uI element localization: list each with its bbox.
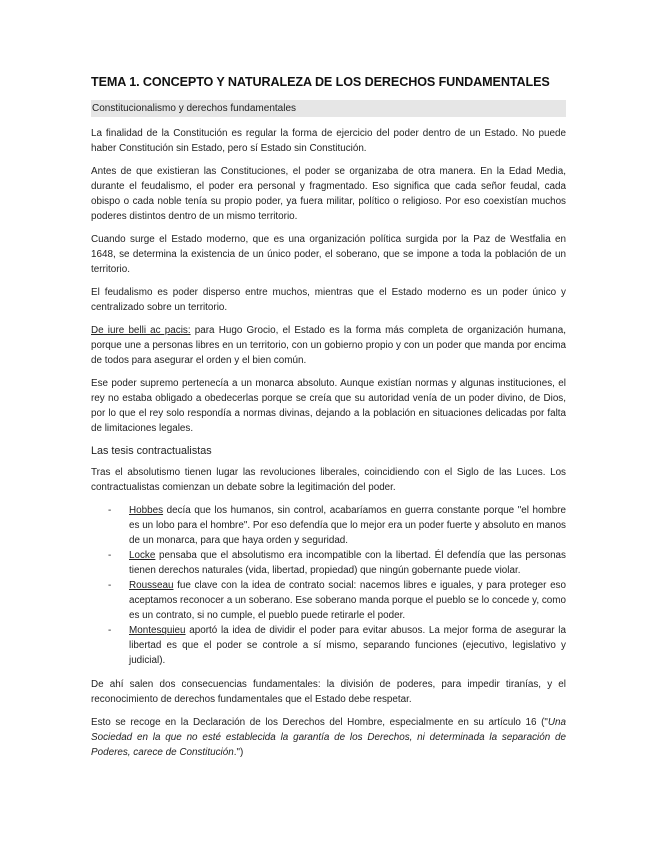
author-name: Hobbes bbox=[129, 505, 164, 516]
list-item bbox=[108, 548, 566, 578]
subheading-contractualistas: Las tesis contractualistas bbox=[91, 445, 212, 457]
author-name: Locke bbox=[129, 550, 156, 561]
article-16-quote: Una Sociedad en la que no esté establecida la garantía de los Derechos, ni determinada la separación de Poderes, carece de Constitución bbox=[91, 717, 566, 758]
paragraph-4: El feudalismo es poder disperso entre muchos, mientras que el Estado moderno es un poder único y centralizado sobre un territorio. bbox=[91, 287, 566, 313]
author-text: aportó la idea de dividir el poder para evitar abusos. La mejor forma de asegurar la libertad es que el poder se controle a sí mismo, separando funciones (ejecutivo, legislativo y judicial). bbox=[129, 625, 566, 666]
author-name: Rousseau bbox=[129, 580, 174, 591]
paragraph-9-end: .") bbox=[233, 747, 244, 758]
paragraph-5-text: para Hugo Grocio, el Estado es la forma más completa de organización humana, porque une a personas libres en un territorio, con un gobierno propio y con un poder que manda por encima de todos para asegurar el orden y el bien común. bbox=[91, 325, 566, 366]
list-item bbox=[108, 578, 566, 623]
paragraph-2: Antes de que existieran las Constituciones, el poder se organizaba de otra manera. En la Edad Media, durante el feudalismo, el poder era personal y fragmentado. Eso significa que cada señor feudal, cada obispo o cada noble tenía su propio poder, ya fuera militar, político o religioso. Por eso coexistían muchos poderes distintos dentro de un mismo territorio. bbox=[91, 166, 566, 222]
dash-bullet: - bbox=[108, 625, 112, 636]
section-heading: Constitucionalismo y derechos fundamentales bbox=[91, 100, 566, 117]
paragraph-8: De ahí salen dos consecuencias fundamentales: la división de poderes, para impedir tiranías, y el reconocimiento de derechos fundamentales que el Estado debe respetar. bbox=[91, 679, 566, 705]
author-text: decía que los humanos, sin control, acabaríamos en guerra constante porque "el hombre es un lobo para el hombre". Por eso defendía que lo mejor era un poder fuerte y absoluto en manos de un monarca, para que haya orden y seguridad. bbox=[129, 505, 566, 546]
paragraph-1: La finalidad de la Constitución es regular la forma de ejercicio del poder dentro de un Estado. No puede haber Constitución sin Estado, pero sí Estado sin Constitución. bbox=[91, 128, 566, 154]
paragraph-6: Ese poder supremo pertenecía a un monarca absoluto. Aunque existían normas y algunas instituciones, el rey no estaba obligado a obedecerlas porque se creía que su autoridad venía de un poder divino, de Dios, por lo que el rey solo respondía a normas divinas, dejando a la población en situaciones delicadas por falta de limitaciones legales. bbox=[91, 378, 566, 434]
paragraph-9 bbox=[91, 715, 566, 760]
paragraph-5 bbox=[91, 323, 566, 368]
grocio-work-title: De iure belli ac pacis: bbox=[91, 325, 191, 336]
document-page bbox=[91, 74, 566, 768]
dash-bullet: - bbox=[108, 550, 112, 561]
paragraph-9-start: Esto se recoge en la Declaración de los Derechos del Hombre, especialmente en su artículo 16 (" bbox=[91, 717, 548, 728]
dash-bullet: - bbox=[108, 505, 112, 516]
document-title: TEMA 1. CONCEPTO Y NATURALEZA DE LOS DERECHOS FUNDAMENTALES bbox=[91, 75, 550, 89]
author-name: Montesquieu bbox=[129, 625, 186, 636]
author-text: fue clave con la idea de contrato social: nacemos libres e iguales, y para proteger eso aceptamos reconocer a un soberano. Ese soberano manda porque el pueblo se lo concede y, como es un contrato, si no cumple, el pueblo puede retirarle el poder. bbox=[129, 580, 566, 621]
list-item bbox=[108, 503, 566, 548]
author-text: pensaba que el absolutismo era incompatible con la libertad. Él defendía que las personas tienen derechos naturales (vida, libertad, propiedad) que ningún gobernante puede violar. bbox=[129, 550, 566, 576]
list-item bbox=[108, 623, 566, 668]
contractualist-list bbox=[91, 503, 566, 668]
dash-bullet: - bbox=[108, 580, 112, 591]
paragraph-7: Tras el absolutismo tienen lugar las revoluciones liberales, coincidiendo con el Siglo de las Luces. Los contractualistas comienzan un debate sobre la legitimación del poder. bbox=[91, 467, 566, 493]
paragraph-3: Cuando surge el Estado moderno, que es una organización política surgida por la Paz de Westfalia en 1648, se determina la existencia de un único poder, el soberano, que se impone a toda la población de un territorio. bbox=[91, 234, 566, 275]
